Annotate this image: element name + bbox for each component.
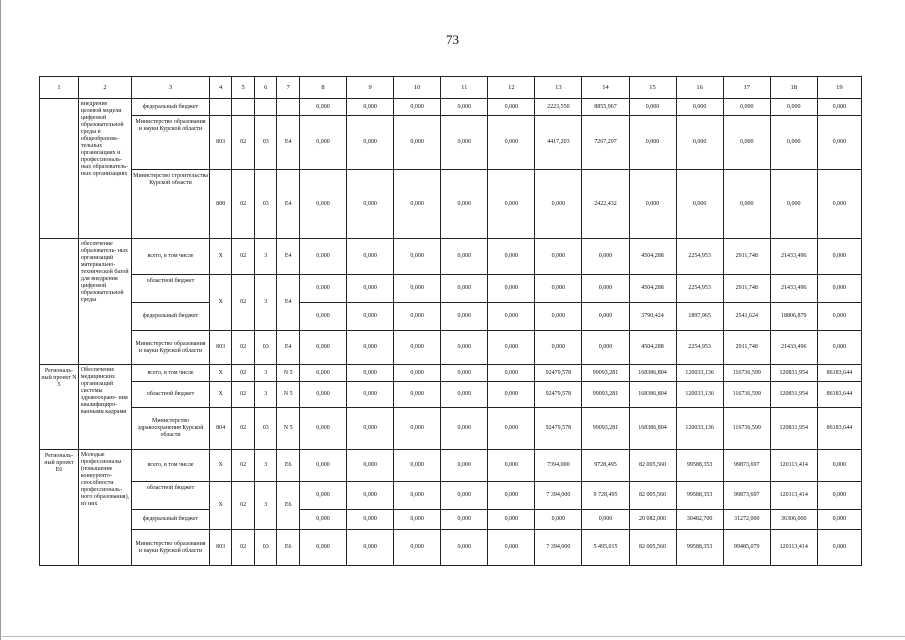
funding-source: Министерство строительства Курской области: [132, 170, 210, 239]
value-cell: 0,000: [394, 450, 441, 482]
value-cell: 99093,281: [582, 408, 629, 450]
section-code: 02: [232, 275, 255, 331]
value-cell: 0,000: [299, 239, 346, 275]
target-code: Е4: [277, 239, 300, 275]
value-cell: 0,000: [299, 450, 346, 482]
value-cell: 36306,000: [770, 510, 817, 530]
value-cell: 0,000: [488, 99, 535, 116]
table-row: [40, 331, 862, 365]
value-cell: 2223,550: [535, 99, 582, 116]
value-cell: 2541,624: [723, 303, 770, 331]
value-cell: 116736,599: [723, 408, 770, 450]
value-cell: 120831,954: [770, 408, 817, 450]
header-cell: 8: [299, 77, 346, 99]
value-cell: 0,000: [723, 116, 770, 170]
value-cell: 0,000: [817, 239, 861, 275]
subsection-code: 3: [254, 450, 277, 482]
value-cell: 0,000: [817, 275, 861, 303]
target-code: N 5: [277, 382, 300, 408]
value-cell: 0,000: [817, 530, 861, 566]
value-cell: 0,000: [441, 408, 488, 450]
value-cell: 0,000: [441, 275, 488, 303]
value-cell: 0,000: [394, 170, 441, 239]
grbs-code: 803: [209, 530, 232, 566]
value-cell: 0,000: [488, 116, 535, 170]
value-cell: 31272,000: [723, 510, 770, 530]
value-cell: 0,000: [676, 170, 723, 239]
funding-source: всего, в том числе: [132, 239, 210, 275]
header-cell: 16: [676, 77, 723, 99]
funding-source: Министерство здравоохранения Курской области: [132, 408, 210, 450]
value-cell: 0,000: [394, 331, 441, 365]
value-cell: 0,000: [770, 116, 817, 170]
value-cell: 0,000: [676, 116, 723, 170]
section-code: 02: [232, 408, 255, 450]
grbs-code: 803: [209, 331, 232, 365]
value-cell: 0,000: [299, 408, 346, 450]
value-cell: 99873,697: [723, 450, 770, 482]
value-cell: 0,000: [629, 116, 676, 170]
target-code: Е6: [277, 482, 300, 530]
value-cell: 0,000: [488, 275, 535, 303]
funding-source: Министерство образования и науки Курской области: [132, 530, 210, 566]
value-cell: 0,000: [347, 116, 394, 170]
header-cell: 5: [232, 77, 255, 99]
value-cell: 0,000: [441, 530, 488, 566]
value-cell: 86183,644: [817, 382, 861, 408]
value-cell: 86183,644: [817, 408, 861, 450]
value-cell: 99588,353: [676, 450, 723, 482]
page-number: 73: [446, 32, 459, 47]
value-cell: 99588,353: [676, 530, 723, 566]
value-cell: 0,000: [582, 303, 629, 331]
table-row: [40, 170, 862, 239]
subsection-code: 3: [254, 275, 277, 331]
value-cell: 0,000: [441, 331, 488, 365]
value-cell: 0,000: [817, 170, 861, 239]
grbs-code: X: [209, 239, 232, 275]
target-code: N 5: [277, 365, 300, 382]
value-cell: 99588,353: [676, 482, 723, 510]
table-row: [40, 275, 862, 303]
table-row: [40, 382, 862, 408]
value-cell: 5 495,015: [582, 530, 629, 566]
value-cell: 0,000: [535, 170, 582, 239]
value-cell: 92479,578: [535, 365, 582, 382]
value-cell: 2254,953: [676, 239, 723, 275]
funding-source: федеральный бюджет: [132, 510, 210, 530]
table-row: [40, 365, 862, 382]
value-cell: 120033,136: [676, 408, 723, 450]
value-cell: 0,000: [817, 303, 861, 331]
value-cell: 0,000: [488, 303, 535, 331]
funding-source: всего, в том числе: [132, 450, 210, 482]
value-cell: 0,000: [441, 170, 488, 239]
grbs-code: 803: [209, 116, 232, 170]
table-row: [40, 482, 862, 510]
value-cell: 0,000: [441, 303, 488, 331]
value-cell: 0,000: [347, 303, 394, 331]
value-cell: 0,000: [347, 408, 394, 450]
value-cell: 0,000: [770, 170, 817, 239]
grbs-code: X: [209, 482, 232, 530]
value-cell: 0,000: [629, 170, 676, 239]
subsection-code: 3: [254, 382, 277, 408]
value-cell: 0,000: [582, 239, 629, 275]
section-code: [232, 99, 255, 116]
header-cell: 6: [254, 77, 277, 99]
value-cell: 30482,700: [676, 510, 723, 530]
value-cell: 0,000: [770, 99, 817, 116]
header-row: [40, 77, 862, 99]
value-cell: 21433,496: [770, 275, 817, 303]
value-cell: 0,000: [441, 116, 488, 170]
value-cell: 4504,288: [629, 331, 676, 365]
value-cell: 0,000: [394, 303, 441, 331]
value-cell: 7 394,000: [535, 482, 582, 510]
header-cell: 7: [277, 77, 300, 99]
target-code: Е4: [277, 275, 300, 331]
value-cell: 20 082,000: [629, 510, 676, 530]
value-cell: 9728,495: [582, 450, 629, 482]
value-cell: 21433,496: [770, 239, 817, 275]
value-cell: 82 005,560: [629, 482, 676, 510]
activity-description: внедрение целевой модели цифровой образовательной среды в общеобразова- тельных организациях и профессиональ- ных образователь- ных организациях: [78, 99, 131, 239]
value-cell: 0,000: [441, 239, 488, 275]
section-code: 02: [232, 331, 255, 365]
value-cell: 1897,965: [676, 303, 723, 331]
value-cell: 92479,578: [535, 408, 582, 450]
value-cell: 21433,496: [770, 331, 817, 365]
value-cell: 2911,748: [723, 275, 770, 303]
value-cell: 99873,697: [723, 482, 770, 510]
section-code: 02: [232, 116, 255, 170]
value-cell: 2254,953: [676, 275, 723, 303]
value-cell: 0,000: [299, 510, 346, 530]
funding-source: областной бюджет: [132, 482, 210, 510]
section-code: 02: [232, 170, 255, 239]
value-cell: 0,000: [394, 530, 441, 566]
value-cell: 0,000: [441, 510, 488, 530]
value-cell: 82 005,560: [629, 450, 676, 482]
value-cell: 0,000: [582, 510, 629, 530]
header-cell: 19: [817, 77, 861, 99]
value-cell: 82 005,560: [629, 530, 676, 566]
value-cell: 2911,748: [723, 239, 770, 275]
value-cell: 3790,424: [629, 303, 676, 331]
target-code: Е4: [277, 116, 300, 170]
activity-description: Молодые профессионалы (повышение конкуренто- способности профессиональ- ного образования), из них: [78, 450, 131, 566]
value-cell: 7267,297: [582, 116, 629, 170]
activity-description: обеспечение образователь- ных организаций материально- технической базой для внедрения цифровой образовательной среды: [78, 239, 131, 365]
subsection-code: 03: [254, 116, 277, 170]
target-code: Е4: [277, 170, 300, 239]
value-cell: 0,000: [394, 116, 441, 170]
value-cell: 168386,804: [629, 382, 676, 408]
target-code: Е6: [277, 530, 300, 566]
value-cell: 0,000: [817, 482, 861, 510]
project-cell: [40, 99, 79, 239]
value-cell: 120831,954: [770, 365, 817, 382]
subsection-code: 03: [254, 170, 277, 239]
value-cell: 0,000: [347, 331, 394, 365]
subsection-code: [254, 99, 277, 116]
value-cell: 0,000: [441, 482, 488, 510]
header-cell: 12: [488, 77, 535, 99]
section-code: 02: [232, 530, 255, 566]
grbs-code: X: [209, 382, 232, 408]
value-cell: 4504,288: [629, 275, 676, 303]
table-row: [40, 530, 862, 566]
header-cell: 13: [535, 77, 582, 99]
value-cell: 0,000: [299, 99, 346, 116]
subsection-code: 3: [254, 365, 277, 382]
value-cell: 0,000: [299, 275, 346, 303]
value-cell: 0,000: [817, 116, 861, 170]
value-cell: 0,000: [488, 510, 535, 530]
value-cell: 0,000: [817, 450, 861, 482]
value-cell: 0,000: [347, 530, 394, 566]
value-cell: 0,000: [347, 450, 394, 482]
value-cell: 92479,578: [535, 382, 582, 408]
header-cell: 3: [132, 77, 210, 99]
budget-table: [39, 76, 862, 566]
value-cell: 0,000: [488, 408, 535, 450]
value-cell: 0,000: [817, 331, 861, 365]
value-cell: 86183,644: [817, 365, 861, 382]
project-cell: [40, 239, 79, 365]
value-cell: 0,000: [676, 99, 723, 116]
grbs-code: X: [209, 450, 232, 482]
value-cell: 0,000: [582, 275, 629, 303]
value-cell: 0,000: [488, 530, 535, 566]
value-cell: 0,000: [299, 116, 346, 170]
value-cell: 0,000: [394, 365, 441, 382]
value-cell: 0,000: [817, 99, 861, 116]
value-cell: 0,000: [535, 239, 582, 275]
section-code: 02: [232, 482, 255, 530]
table-row: [40, 303, 862, 331]
project-name: Региональ- ный проект Е6: [40, 450, 79, 566]
grbs-code: 804: [209, 408, 232, 450]
value-cell: 4504,288: [629, 239, 676, 275]
value-cell: 0,000: [394, 408, 441, 450]
value-cell: 99093,281: [582, 365, 629, 382]
value-cell: 0,000: [299, 170, 346, 239]
value-cell: 0,000: [394, 482, 441, 510]
value-cell: 2254,953: [676, 331, 723, 365]
value-cell: 99485,079: [723, 530, 770, 566]
value-cell: 0,000: [347, 99, 394, 116]
value-cell: 0,000: [582, 331, 629, 365]
funding-source: областной бюджет: [132, 382, 210, 408]
value-cell: 0,000: [441, 382, 488, 408]
target-code: [277, 99, 300, 116]
value-cell: 0,000: [441, 365, 488, 382]
value-cell: 0,000: [488, 450, 535, 482]
value-cell: 0,000: [299, 303, 346, 331]
value-cell: 7394,000: [535, 450, 582, 482]
value-cell: 0,000: [535, 331, 582, 365]
funding-source: Министерство образования и науки Курской области: [132, 331, 210, 365]
value-cell: 0,000: [441, 450, 488, 482]
value-cell: 0,000: [299, 382, 346, 408]
table-row: [40, 239, 862, 275]
value-cell: 120113,414: [770, 530, 817, 566]
grbs-code: X: [209, 365, 232, 382]
section-code: 02: [232, 365, 255, 382]
header-cell: 11: [441, 77, 488, 99]
table-row: [40, 450, 862, 482]
header-cell: 14: [582, 77, 629, 99]
value-cell: 8855,967: [582, 99, 629, 116]
value-cell: 120033,136: [676, 365, 723, 382]
value-cell: 0,000: [394, 382, 441, 408]
value-cell: 0,000: [394, 510, 441, 530]
scan-edge: [0, 0, 1, 640]
scan-bottom-edge: [0, 636, 905, 637]
value-cell: 7 394,000: [535, 530, 582, 566]
header-cell: 17: [723, 77, 770, 99]
header-cell: 4: [209, 77, 232, 99]
section-code: 02: [232, 382, 255, 408]
value-cell: 0,000: [488, 239, 535, 275]
value-cell: 0,000: [394, 239, 441, 275]
value-cell: 0,000: [394, 275, 441, 303]
value-cell: 0,000: [535, 510, 582, 530]
value-cell: 0,000: [299, 365, 346, 382]
value-cell: 0,000: [299, 482, 346, 510]
value-cell: 0,000: [347, 510, 394, 530]
value-cell: 0,000: [488, 382, 535, 408]
value-cell: 168386,804: [629, 408, 676, 450]
header-cell: 1: [40, 77, 79, 99]
value-cell: 0,000: [347, 170, 394, 239]
value-cell: 0,000: [535, 275, 582, 303]
value-cell: 120831,954: [770, 382, 817, 408]
value-cell: 0,000: [347, 365, 394, 382]
funding-source: всего, в том числе: [132, 365, 210, 382]
value-cell: 120033,136: [676, 382, 723, 408]
funding-source: федеральный бюджет: [132, 99, 210, 116]
table-row: [40, 99, 862, 116]
value-cell: 4417,203: [535, 116, 582, 170]
section-code: 02: [232, 239, 255, 275]
target-code: N 5: [277, 408, 300, 450]
funding-source: Министерство образования и науки Курской области: [132, 116, 210, 170]
value-cell: 0,000: [723, 99, 770, 116]
value-cell: 0,000: [488, 365, 535, 382]
value-cell: 0,000: [347, 482, 394, 510]
activity-description: Обеспечение медицинских организаций системы здравоохране- ния квалифициро- ванными кадрами: [78, 365, 131, 450]
subsection-code: 03: [254, 530, 277, 566]
value-cell: 116736,599: [723, 382, 770, 408]
grbs-code: 808: [209, 170, 232, 239]
grbs-code: [209, 99, 232, 116]
section-code: 02: [232, 450, 255, 482]
table-row: [40, 116, 862, 170]
subsection-code: 03: [254, 331, 277, 365]
value-cell: 0,000: [488, 331, 535, 365]
table-row: [40, 408, 862, 450]
subsection-code: 3: [254, 482, 277, 530]
value-cell: 120113,414: [770, 482, 817, 510]
value-cell: 0,000: [488, 170, 535, 239]
header-cell: 2: [78, 77, 131, 99]
funding-source: областной бюджет: [132, 275, 210, 303]
value-cell: 0,000: [347, 382, 394, 408]
subsection-code: 03: [254, 408, 277, 450]
value-cell: 168386,804: [629, 365, 676, 382]
value-cell: 9 728,495: [582, 482, 629, 510]
target-code: Е6: [277, 450, 300, 482]
target-code: Е4: [277, 331, 300, 365]
value-cell: 0,000: [817, 510, 861, 530]
value-cell: 0,000: [441, 99, 488, 116]
value-cell: 0,000: [723, 170, 770, 239]
header-cell: 15: [629, 77, 676, 99]
value-cell: 116736,599: [723, 365, 770, 382]
value-cell: 0,000: [535, 303, 582, 331]
value-cell: 0,000: [629, 99, 676, 116]
project-name: Региональ- ный проект N 5: [40, 365, 79, 450]
value-cell: 0,000: [299, 331, 346, 365]
funding-source: федеральный бюджет: [132, 303, 210, 331]
grbs-code: X: [209, 275, 232, 331]
value-cell: 99093,281: [582, 382, 629, 408]
value-cell: 0,000: [347, 275, 394, 303]
value-cell: 0,000: [299, 530, 346, 566]
subsection-code: 3: [254, 239, 277, 275]
table-row: [40, 510, 862, 530]
value-cell: 2422,432: [582, 170, 629, 239]
value-cell: 120113,414: [770, 450, 817, 482]
header-cell: 18: [770, 77, 817, 99]
value-cell: 18806,879: [770, 303, 817, 331]
header-cell: 10: [394, 77, 441, 99]
value-cell: 0,000: [347, 239, 394, 275]
value-cell: 0,000: [488, 482, 535, 510]
value-cell: 2911,748: [723, 331, 770, 365]
header-cell: 9: [347, 77, 394, 99]
value-cell: 0,000: [394, 99, 441, 116]
